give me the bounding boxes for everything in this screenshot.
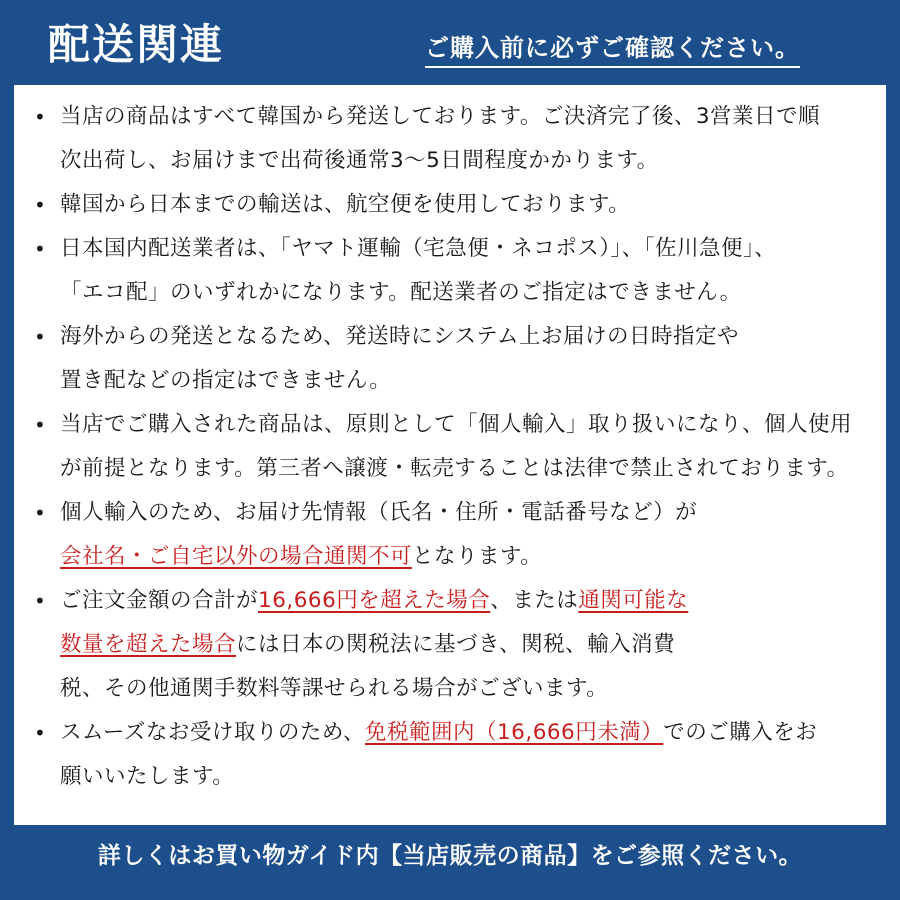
notice-heading: ご購入前に必ずご確認ください。 xyxy=(425,30,800,68)
body-text: 税、その他通関手数料等課せられる場合がございます。 xyxy=(60,676,609,701)
body-text: 海外からの発送となるため、発送時にシステム上お届けの日時指定や xyxy=(60,324,739,349)
text-line xyxy=(60,447,874,491)
bullet-icon: • xyxy=(34,237,47,261)
list-item-text xyxy=(60,711,874,799)
text-line xyxy=(60,271,874,315)
emphasis-text: 16,666円を超えた場合 xyxy=(258,588,491,613)
bullet-icon: • xyxy=(34,501,47,525)
body-text: が前提となります。第三者へ譲渡・転売することは法律で禁止されております。 xyxy=(60,456,849,481)
list-item-text xyxy=(60,579,874,711)
bullet-icon: • xyxy=(34,105,47,129)
body-text: 「エコ配」のいずれかになります。配送業者のご指定はできません。 xyxy=(60,280,742,305)
list-item-text xyxy=(60,403,874,491)
list-item xyxy=(34,95,874,183)
text-line xyxy=(60,579,874,623)
body-text: 当店の商品はすべて韓国から発送しております。ご決済完了後、3営業日で順 xyxy=(60,104,821,129)
list-item xyxy=(34,227,874,315)
body-text: ご注文金額の合計が xyxy=(60,588,259,613)
body-text: 個人輸入のため、お届け先情報（氏名・住所・電話番号など）が xyxy=(60,500,698,525)
footer-note: 詳しくはお買い物ガイド内【当店販売の商品】をご参照ください。 xyxy=(97,843,803,869)
emphasis-text: 数量を超えた場合 xyxy=(60,632,237,657)
body-text: 願いいたします。 xyxy=(60,764,235,789)
text-line xyxy=(60,95,874,139)
list-item-text xyxy=(60,491,874,579)
text-line xyxy=(60,403,874,447)
list-item xyxy=(34,491,874,579)
text-line xyxy=(60,535,874,579)
body-text: となります。 xyxy=(412,544,543,569)
list-item xyxy=(34,579,874,711)
emphasis-text: 会社名・ご自宅以外の場合通関不可 xyxy=(60,544,413,569)
bullet-icon: • xyxy=(34,413,47,437)
text-line xyxy=(60,227,874,271)
emphasis-text: 免税範囲内（16,666円未満） xyxy=(365,720,664,745)
body-text: 当店でご購入された商品は、原則として「個人輸入」取り扱いになり、個人使用 xyxy=(60,412,853,437)
body-text: 置き配などの指定はできません。 xyxy=(60,368,392,393)
text-line xyxy=(60,711,874,755)
page-title: 配送関連 xyxy=(48,20,225,69)
text-line xyxy=(60,315,874,359)
list-item xyxy=(34,315,874,403)
bullet-icon: • xyxy=(34,193,47,217)
bullet-icon: • xyxy=(34,721,47,745)
list-item-text xyxy=(60,95,874,183)
text-line xyxy=(60,359,874,403)
body-text: 次出荷し、お届けまで出荷後通常3～5日間程度かかります。 xyxy=(60,148,659,173)
text-line xyxy=(60,183,874,227)
body-text: には日本の関税法に基づき、関税、輸入消費 xyxy=(236,632,676,657)
body-text: 、または xyxy=(490,588,579,613)
body-text: スムーズなお受け取りのため、 xyxy=(60,720,365,745)
bullet-icon: • xyxy=(34,589,47,613)
content-panel xyxy=(14,85,886,825)
list-item xyxy=(34,403,874,491)
text-line xyxy=(60,491,874,535)
list-item xyxy=(34,183,874,227)
text-line xyxy=(60,667,874,711)
body-text: 韓国から日本までの輸送は、航空便を使用しております。 xyxy=(60,192,631,217)
bullet-icon: • xyxy=(34,325,47,349)
text-line xyxy=(60,623,874,667)
body-text: 日本国内配送業者は、「ヤマト運輸（宅急便・ネコポス）」、「佐川急便」、 xyxy=(60,236,777,261)
list-item-text xyxy=(60,227,874,315)
body-text: でのご購入をお xyxy=(663,720,818,745)
list-item-text xyxy=(60,315,874,403)
emphasis-text: 通関可能な xyxy=(578,588,689,613)
text-line xyxy=(60,755,874,799)
list-item xyxy=(34,711,874,799)
list-item-text xyxy=(60,183,874,227)
text-line xyxy=(60,139,874,183)
